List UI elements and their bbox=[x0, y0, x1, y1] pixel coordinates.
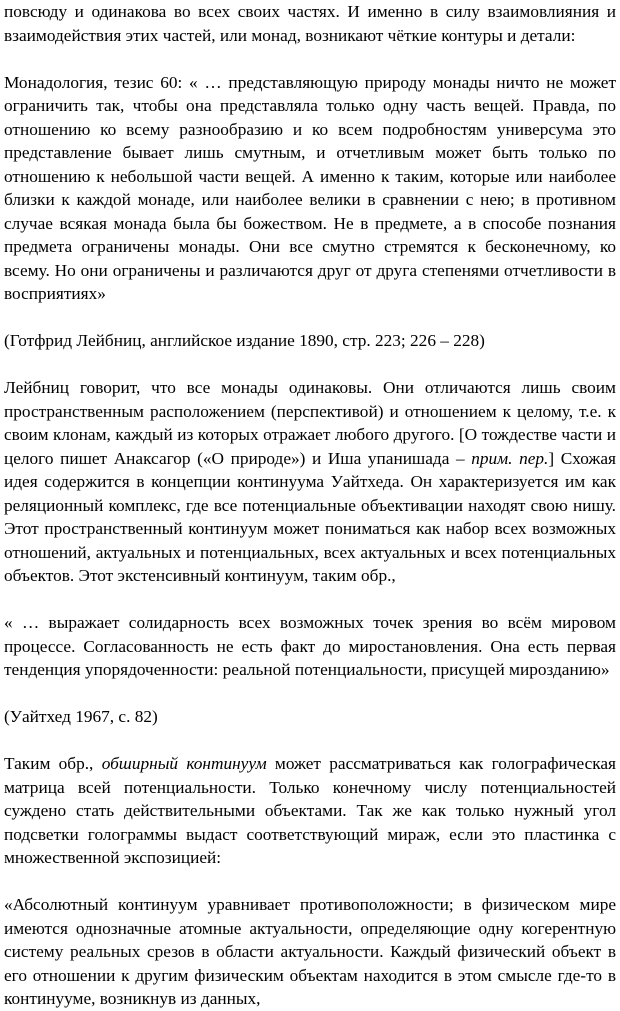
document-page bbox=[4, 0, 616, 1011]
citation-leibniz: (Готфрид Лейбниц, английское издание 1890, стр. 223; 226 – 228) bbox=[4, 331, 485, 350]
paragraph-text-after: может рассматриваться как голографическая матрица всей потенциальности. Только конечному числу потенциальностей суждено стать действительными объектами. Так же как только нужный угол подсветки голограммы выдаст соответствующий мираж, если это пластинка с множественной экспозицией: bbox=[4, 754, 616, 867]
paragraph-continuum bbox=[4, 752, 616, 870]
paragraph-leibniz-whitehead bbox=[4, 376, 616, 588]
italic-translator-note: прим. пер. bbox=[471, 448, 549, 468]
quote-absolute-continuum: «Абсолютный континуум уравнивает противоположности; в физическом мире имеются однозначные атомные актуальности, определяющие одну когерентную систему реальных срезов в области актуальности. Каждый физический объект в его отношении к другим физическим объектам находится в этом смысле где-то в континууме, возникнув из данных, bbox=[4, 895, 616, 1008]
quote-monadology: Монадология, тезис 60: « … представляющую природу монады ничто не может ограничить так, чтобы она представляла только одну часть вещей. Правда, по отношению ко всему разнообразию и ко всем подробностям универсума это представление бывает лишь смутным, и отчетливым может быть только по отношению к небольшой части вещей. А именно к таким, которые или наиболее близки к каждой монаде, или наиболее велики в сравнении с нею; в противном случае всякая монада была бы божеством. Не в предмете, а в способе познания предмета ограничены монады. Они все смутно стремятся к бесконечному, ко всему. Но они ограничены и различаются друг от друга степенями отчетливости в восприятиях» bbox=[4, 72, 616, 303]
citation-whitehead: (Уайтхед 1967, с. 82) bbox=[4, 707, 158, 726]
paragraph-intro: повсюду и одинакова во всех своих частях. И именно в силу взаимовлияния и взаимодействия этих частей, или монад, возникают чёткие контуры и детали: bbox=[4, 2, 616, 45]
paragraph-text-before: Лейбниц говорит, что все монады одинаковы. Они отличаются лишь своим пространственным расположением (перспективой) и отношением к целому, т.е. к своим клонам, каждый из которых отражает любого другого. [О тождестве части и целого пишет Анаксагор («О природе») и Иша упанишада – bbox=[4, 378, 616, 468]
paragraph-text-after: ] Схожая идея содержится в концепции континуума Уайтхеда. Он характеризуется им как реляционный комплекс, где все потенциальные объективации находят свою нишу. Этот пространственный континуум может пониматься как набор всех возможных отношений, актуальных и потенциальных, всех актуальных и всех потенциальных объектов. Этот экстенсивный континуум, таким обр., bbox=[4, 448, 616, 585]
quote-whitehead: « … выражает солидарность всех возможных точек зрения во всём мировом процессе. Согласованность не есть факт до миростановления. Она есть первая тенденция упорядоченности: реальной потенциальности, присущей мирозданию» bbox=[4, 613, 616, 679]
paragraph-text-before: Таким обр., bbox=[4, 754, 102, 773]
italic-extensive-continuum: обширный континуум bbox=[101, 754, 267, 773]
